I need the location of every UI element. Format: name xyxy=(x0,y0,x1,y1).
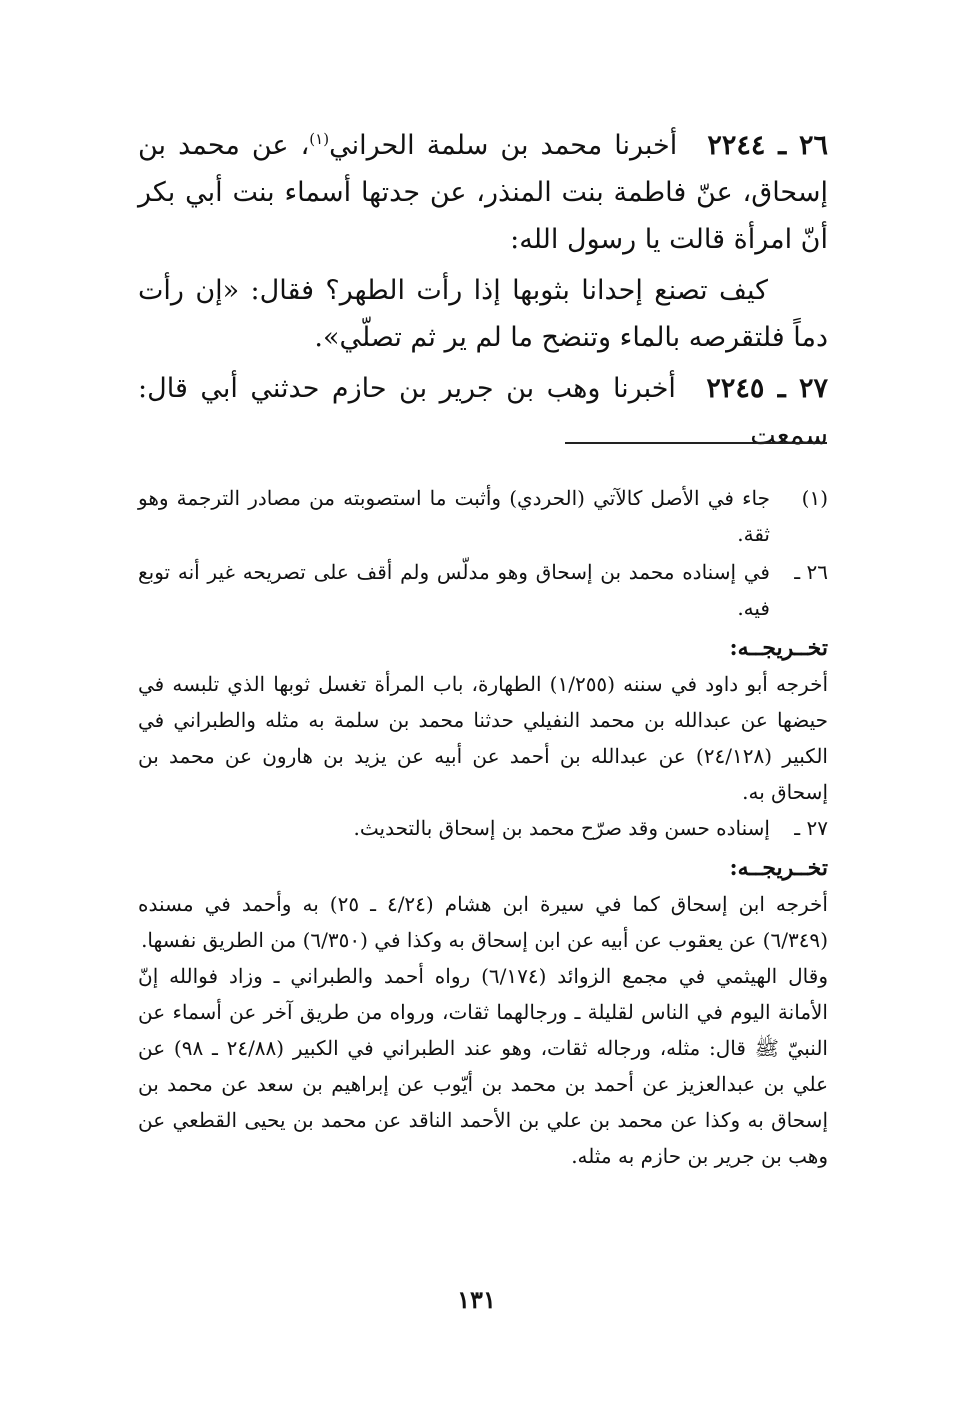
hadith-2244 xyxy=(138,122,828,263)
takhrij-paragraph: أخرجه ابن إسحاق كما في سيرة ابن هشام (٤/٢٤ ـ ٢٥) به وأحمد في مسنده (٦/٣٤٩) عن يعقوب عن أبيه عن ابن إسحاق به وكذا في (٦/٣٥٠) من الطريق نفسها. xyxy=(138,892,828,952)
footnote-text: جاء في الأصل كالآتي (الحردي) وأثبت ما استصوبته من مصادر الترجمة وهو ثقة. xyxy=(138,486,770,546)
footnotes-block xyxy=(138,480,828,1174)
hadith-isnad: أخبرنا وهب بن جرير بن حازم حدثني أبي قال: سمعت xyxy=(138,373,828,451)
page-number: ١٣١ xyxy=(457,1285,496,1314)
takhrij-paragraph: أخرجه أبو داود في سننه (١/٢٥٥) الطهارة، باب المرأة تغسل ثوبها الذي تلبسه في حيضها عن عبدالله بن محمد النفيلي حدثنا محمد بن سلمة به مثله والطبراني في الكبير (٢٤/١٢٨) عن عبدالله بن أحمد عن أبيه عن يزيد بن هارون عن محمد بن إسحاق به. xyxy=(138,672,828,804)
takhrij-heading: تخــريجــه: xyxy=(729,635,828,661)
note-marker: ٢٦ ـ xyxy=(794,560,828,584)
takhrij-paragraph: وقال الهيثمي في مجمع الزوائد (٦/١٧٤) رواه أحمد والطبراني ـ وزاد فوالله إنّ الأمانة اليوم في الناس لقليلة ـ ورجالهما ثقات، ورواه من طريق آخر عن أسماء عن النبيّ ﷺ قال: مثله، ورجاله ثقات، وهو عند الطبراني في الكبير (٢٤/٨٨ ـ ٩٨) عن علي بن عبدالعزيز عن أحمد بن محمد بن أيّوب عن إبراهيم بن سعد عن محمد بن إسحاق به وكذا عن محمد بن علي بن الأحمد الناقد عن محمد بن يحيى القطعي عن وهب بن جرير بن حازم به مثله. xyxy=(138,964,828,1168)
footnote-marker: (١) xyxy=(801,486,828,510)
note-text: في إسناده محمد بن إسحاق وهو مدلّس ولم أقف على تصريحه غير أنه توبع فيه. xyxy=(138,560,770,620)
footnote-1 xyxy=(138,480,828,552)
hadith-2245 xyxy=(138,365,828,459)
hadith-isnad-part-b: ، عن محمد بن إسحاق، عنّ فاطمة بنت المنذر، عن جدتها أسماء بنت أبي بكر أنّ امرأة قالت يا رسول الله: xyxy=(138,130,828,255)
hadith-matn: كيف تصنع إحدانا بثوبها إذا رأت الطهر؟ فقال: «إن رأت دماً فلتقرصه بالماء وتنضح ما لم ير ثم تصلّي». xyxy=(138,275,828,353)
note-26 xyxy=(138,554,828,626)
main-text-block xyxy=(138,122,828,463)
note-marker: ٢٧ ـ xyxy=(794,816,828,840)
hadith-isnad-part-a: أخبرنا محمد بن سلمة الحراني xyxy=(329,130,678,161)
hadith-number: ٢٧ ـ ٢٢٤٥ xyxy=(706,373,828,404)
footnote-separator xyxy=(565,442,827,444)
takhrij-heading: تخــريجــه: xyxy=(729,855,828,881)
note-27 xyxy=(138,810,828,846)
note-text: إسناده حسن وقد صرّح محمد بن إسحاق بالتحديث. xyxy=(353,816,770,840)
hadith-number: ٢٦ ـ ٢٢٤٤ xyxy=(707,130,828,161)
footnote-reference: (١) xyxy=(309,130,330,148)
